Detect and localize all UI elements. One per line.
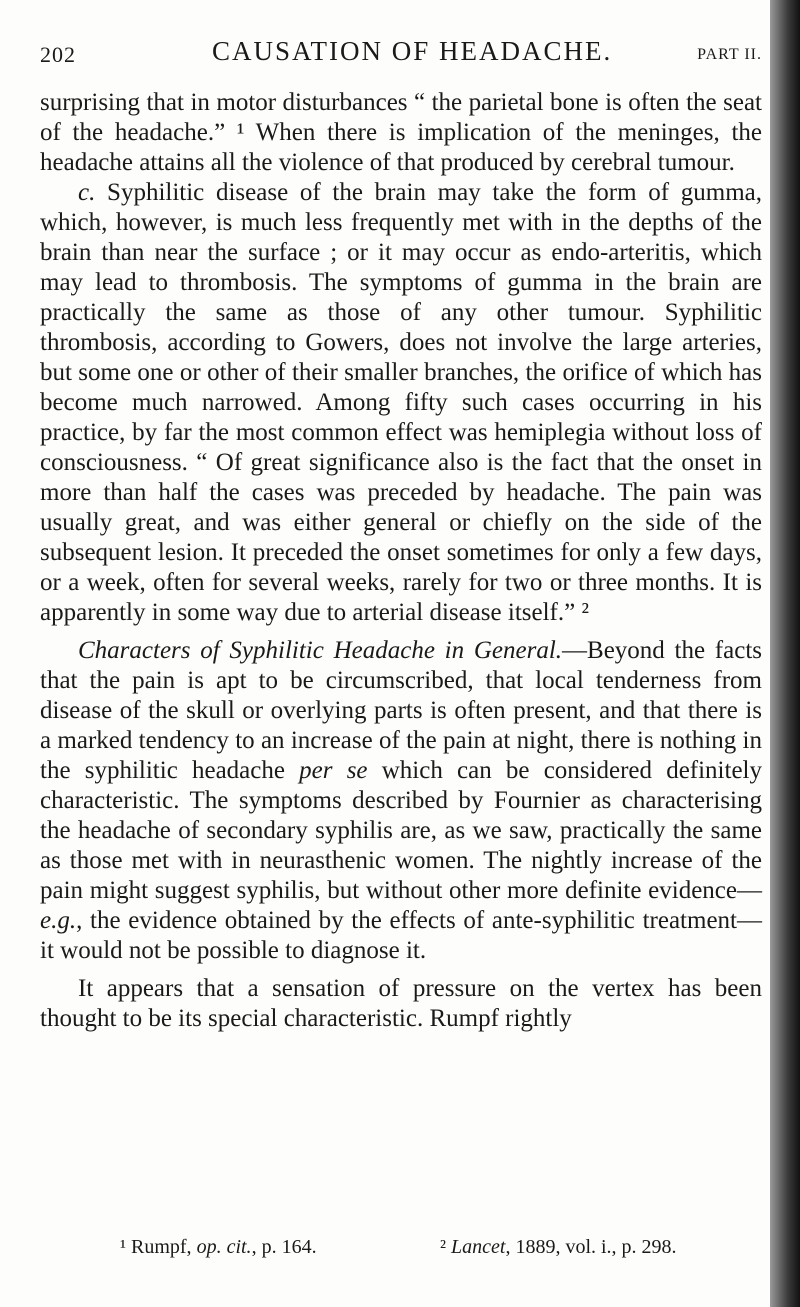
page-number: 202 [40, 42, 76, 67]
page-edge-shadow [770, 0, 800, 1307]
running-header [40, 36, 762, 72]
italic-phrase: e.g. [40, 907, 77, 934]
paragraph-text: surprising that in motor disturbances “ the parietal bone is often the seat of the headache.” ¹ When there is implication of the meninges, the headache attains all the violence of that produced by cerebral tumour. [40, 89, 762, 176]
paragraph-text: —Beyond the facts that the pain is apt to be circumscribed, that local tenderness from disease of the skull or overlying parts is often present, and that there is a marked tendency to an increase of the pain at night, there is nothing in the syphilitic headache [40, 637, 762, 784]
paragraph-text: , the evidence obtained by the effects of ante-syphilitic treatment—it would not be possible to diagnose it. [40, 907, 762, 964]
italic-phrase: per se [299, 757, 368, 784]
footnote-text: , 1889, vol. i., p. 298. [505, 1236, 677, 1258]
footnote-italic: op. cit. [196, 1236, 252, 1258]
paragraph-text: It appears that a sensation of pressure on the vertex has been thought to be its special characteristic. Rumpf rightly [40, 975, 762, 1032]
paragraph-characters [40, 636, 762, 966]
part-label: PART II. [697, 46, 762, 63]
section-letter: c. [78, 179, 96, 206]
footnote-1 [120, 1234, 317, 1260]
section-heading: Characters of Syphilitic Headache in General. [78, 637, 563, 664]
paragraph-pressure [40, 974, 762, 1034]
footnote-text: ² [440, 1236, 451, 1258]
paragraph-continuation [40, 88, 762, 178]
paragraph-syphilitic-disease [40, 178, 762, 628]
body-text [40, 88, 762, 1034]
footnote-text: ¹ Rumpf, [120, 1236, 197, 1258]
running-title: CAUSATION OF HEADACHE. [212, 36, 613, 66]
footnote-text: , p. 164. [251, 1236, 317, 1258]
footnote-italic: Lancet [451, 1236, 506, 1258]
paragraph-text: which can be considered definitely characteristic. The symptoms described by Fournier as characterising the headache of secondary syphilis are, as we saw, practically the same as those met with in neurasthenic women. The nightly increase of the pain might suggest syphilis, but without other more definite evidence— [40, 757, 762, 904]
footnote-2 [440, 1234, 677, 1260]
paragraph-text: Syphilitic disease of the brain may take the form of gumma, which, however, is much less frequently met with in the depths of the brain than near the surface ; or it may occur as endo-arteritis, which may lead to thrombosis. The symptoms of gumma in the brain are practically the same as those of any other tumour. Syphilitic thrombosis, according to Gowers, does not involve the large arteries, but some one or other of their smaller branches, the orifice of which has become much narrowed. Among fifty such cases occurring in his practice, by far the most common effect was hemiplegia without loss of consciousness. “ Of great significance also is the fact that the onset in more than half the cases was preceded by headache. The pain was usually great, and was either general or chiefly on the side of the subsequent lesion. It preceded the onset sometimes for only a few days, or a week, often for several weeks, rarely for two or three months. It is apparently in some way due to arterial disease itself.” ² [40, 179, 762, 626]
